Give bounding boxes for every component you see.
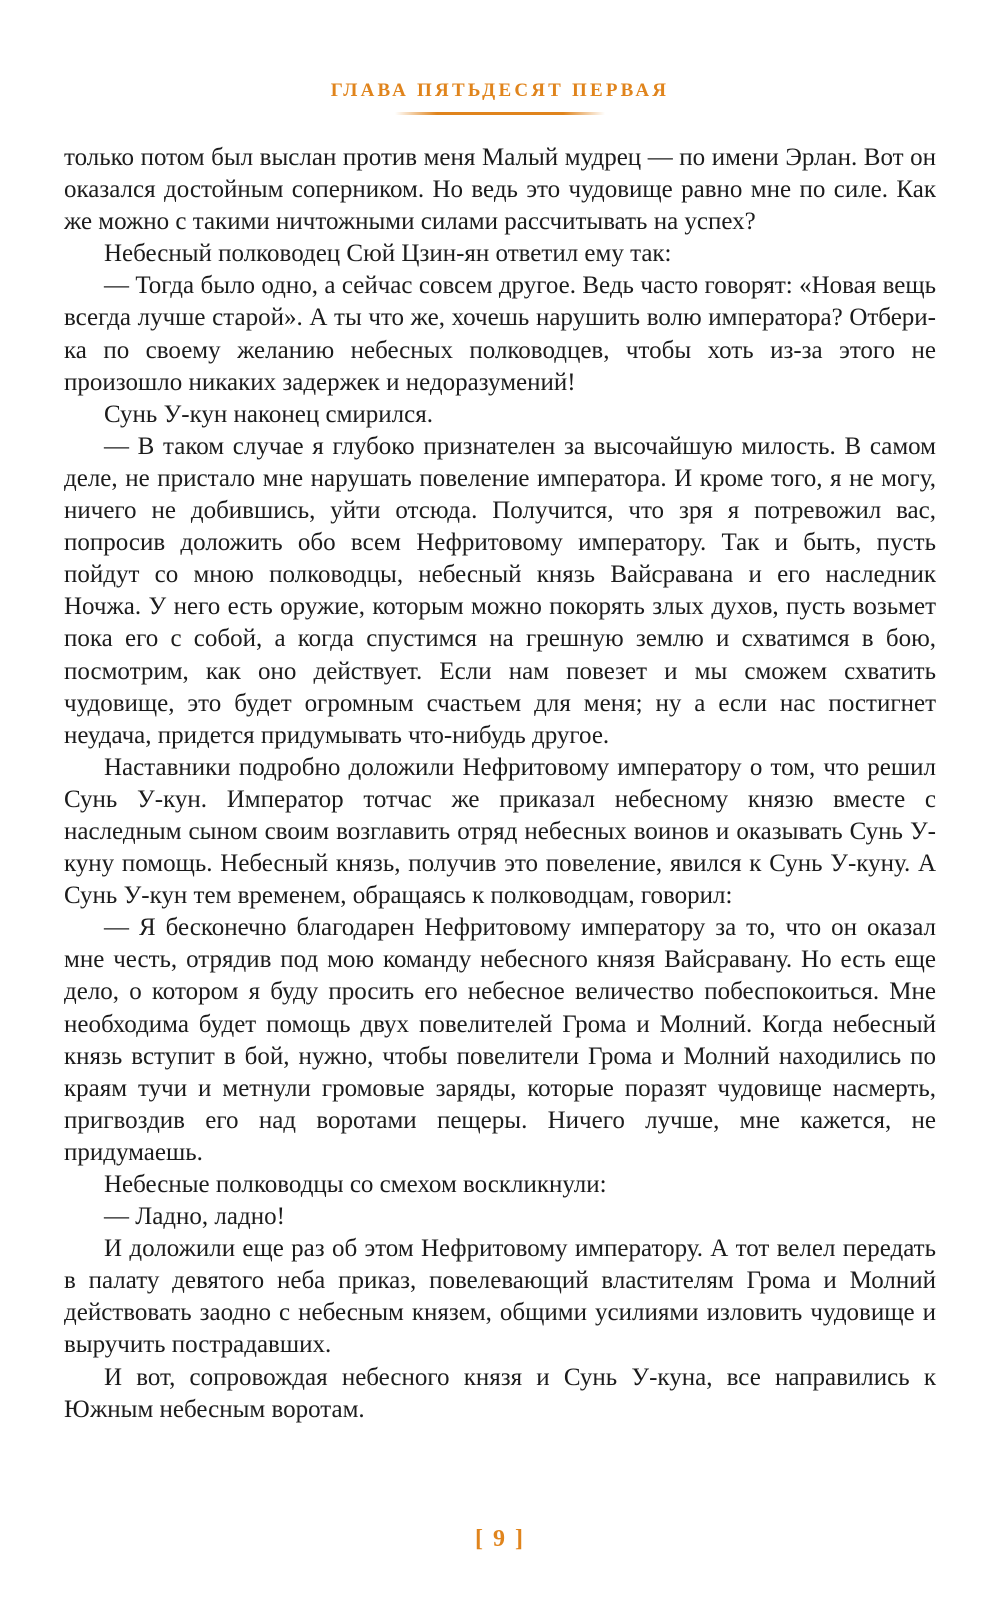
paragraph: — В таком случае я глубоко признателен за высочайшую милость. В самом деле, не пристало мне нарушать повеление императора. И кроме того, я не могу, ничего не добившись, уйти отсюда. Получится, что зря я потревожил вас, попросив доложить обо всем Нефритовому императору. Так и быть, пусть пойдут со мною полководцы, небесный князь Вайсравана и его наследник Ночжа. У него есть оружие, которым можно покорять злых духов, пусть возьмет пока его с собой, а когда спустимся на грешную землю и схватимся в бою, посмотрим, как оно действует. Если нам повезет и мы сможем схватить чудовище, это будет огромным счастьем для меня; ну а если нас постигнет неудача, придется придумывать что-нибудь другое. (64, 432, 936, 749)
running-header (0, 80, 1000, 115)
paragraph: Небесный полководец Сюй Цзин-ян ответил ему так: (104, 240, 672, 268)
paragraph: Сунь У-кун наконец смирился. (104, 400, 433, 428)
chapter-title: ГЛАВА ПЯТЬДЕСЯТ ПЕРВАЯ (330, 80, 670, 101)
paragraph: И вот, сопровождая небесного князя и Сунь У-куна, все направились к Южным небесным воротам. (64, 1363, 936, 1423)
header-underline (395, 112, 605, 115)
paragraph: — Тогда было одно, а сейчас совсем другое. Ведь часто говорят: «Новая вещь всегда лучше старой». А ты что же, хочешь нарушить волю императора? Отбери-ка по своему желанию небесных полководцев, чтобы хоть из-за этого не произошло никаких задержек и недоразумений! (64, 272, 936, 396)
paragraph: И доложили еще раз об этом Нефритовому императору. А тот велел передать в палату девятого неба приказ, повелевающий властителям Грома и Молний действовать заодно с небесным князем, общими усилиями изловить чудовище и выручить пострадавших. (64, 1235, 936, 1359)
paragraph: Наставники подробно доложили Нефритовому императору о том, что решил Сунь У-кун. Император тотчас же приказал небесному князю вместе с наследным сыном своим возглавить отряд небесных воинов и оказывать Сунь У-куну помощь. Небесный князь, получив это повеление, явился к Сунь У-куну. А Сунь У-кун тем временем, обращаясь к полководцам, говорил: (64, 753, 936, 910)
paragraph: — Я бесконечно благодарен Нефритовому императору за то, что он оказал мне честь, отрядив под мою команду небесного князя Вайсравану. Но есть еще дело, о котором я буду просить его небесное величество побеспокоиться. Мне необходима будет помощь двух повелителей Грома и Молний. Когда небесный князь вступит в бой, нужно, чтобы повелители Грома и Молний находились по краям тучи и метнули громовые заряды, которые поразят чудовище насмерть, пригвоздив его над воротами пещеры. Ничего лучше, мне кажется, не придумаешь. (64, 914, 936, 1166)
page-number: [ 9 ] (475, 1526, 525, 1552)
paragraph: Небесные полководцы со смехом воскликнули: (104, 1171, 607, 1198)
paragraph: — Ладно, ладно! (104, 1203, 285, 1231)
body-text (64, 142, 936, 1426)
paragraph: только потом был выслан против меня Малый мудрец — по имени Эрлан. Вот он оказался достойным соперником. Но ведь это чудовище равно мне по силе. Как же можно с такими ничтожными силами рассчитывать на успех? (64, 144, 936, 236)
